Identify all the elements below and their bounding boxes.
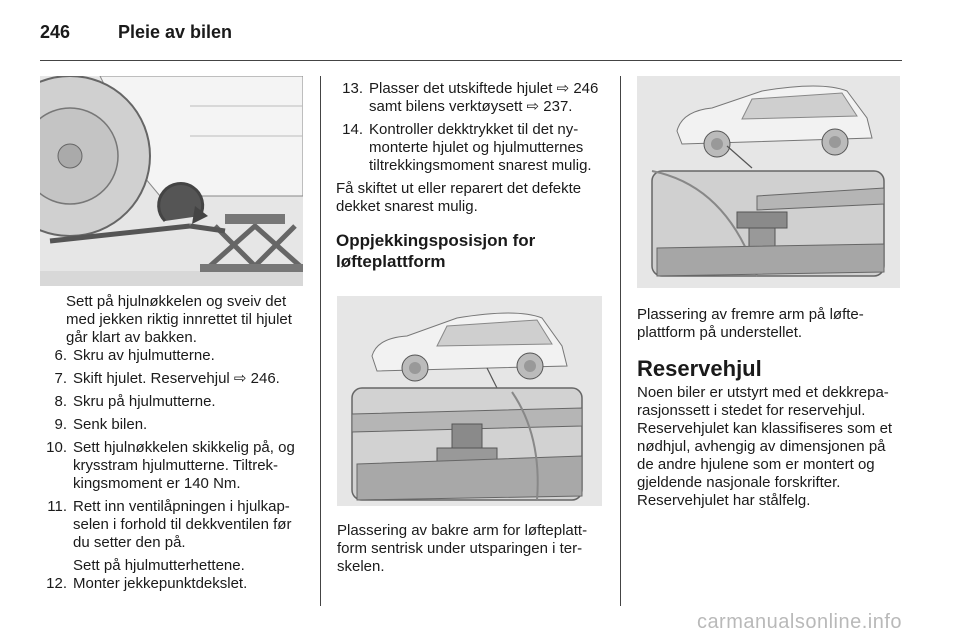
page-header	[40, 22, 232, 46]
spare-wheel-heading: Reservehjul	[637, 356, 762, 381]
list-item	[336, 121, 604, 175]
list-text: Senk bilen.	[73, 416, 148, 433]
list-item	[336, 80, 604, 116]
list-item	[40, 416, 306, 434]
column-divider-1	[320, 76, 321, 606]
column-divider-2	[620, 76, 621, 606]
column-2-caption-block	[337, 522, 605, 576]
page-number: 246	[40, 22, 71, 42]
list-number: 12.	[46, 575, 67, 592]
front-arm-caption: Plassering av fremre arm på løfte-plattform på understellet.	[637, 306, 864, 341]
spare-wheel-paragraph: Reservehjulet har stålfelg.	[637, 492, 811, 509]
lift-platform-heading: Oppjekkingsposisjon for løfteplattform	[336, 231, 536, 271]
list-text: Skift hjulet. Reservehjul ⇨ 246.	[73, 370, 280, 387]
list-text: Skru av hjulmutterne.	[73, 347, 215, 364]
list-number: 13.	[342, 80, 363, 97]
list-number: 10.	[46, 439, 67, 456]
list-number: 14.	[342, 121, 363, 138]
jack-intro-text: Sett på hjulnøkkelen og sveiv det med jekken riktig innrettet til hjulet går klart av bakken.	[66, 293, 292, 346]
list-number: 11.	[47, 498, 67, 515]
list-item	[40, 439, 306, 493]
list-item	[40, 575, 306, 593]
list-number: 8.	[54, 393, 67, 410]
list-item	[40, 393, 306, 411]
list-item	[40, 347, 306, 365]
list-number: 6.	[54, 347, 67, 364]
spare-wheel-paragraph: Noen biler er utstyrt med et dekkrepa-rasjonssett i stedet for reservehjul.	[637, 384, 889, 419]
rear-arm-caption: Plassering av bakre arm for løfteplatt-form sentrisk under utsparingen i ter-skelen.	[337, 522, 588, 575]
watermark: carmanualsonline.info	[696, 611, 902, 633]
rear-lift-arm-illustration	[337, 296, 602, 506]
defect-tire-note: Få skiftet ut eller reparert det defekte dekket snarest mulig.	[336, 180, 582, 215]
front-lift-arm-illustration	[637, 76, 900, 288]
column-1	[40, 293, 306, 598]
step-11-note: Sett på hjulmutterhettene.	[73, 557, 245, 574]
jack-illustration	[40, 76, 303, 286]
page-title: Pleie av bilen	[118, 22, 233, 42]
column-2	[336, 80, 604, 280]
list-text: Kontroller dekktrykket til det ny-monterte hjulet og hjulmutternes tiltrekkingsmoment snarest mulig.	[369, 121, 592, 174]
list-number: 7.	[54, 370, 67, 387]
list-text: Sett hjulnøkkelen skikkelig på, og krysstram hjulmutterne. Tiltrek-kingsmoment er 140 Nm.	[73, 439, 295, 492]
spare-wheel-paragraph: Reservehjulet kan klassifiseres som et nødhjul, avhengig av dimensjonen på de andre hjulene som er montert og gjeldende nasjonale forskrifter.	[637, 420, 893, 491]
list-item	[40, 498, 306, 552]
header-rule	[40, 60, 902, 61]
list-text: Plasser det utskiftede hjulet ⇨ 246 samt bilens verktøysett ⇨ 237.	[369, 80, 599, 115]
list-item	[40, 370, 306, 388]
list-text: Skru på hjulmutterne.	[73, 393, 216, 410]
list-number: 9.	[54, 416, 67, 433]
list-text: Monter jekkepunktdekslet.	[73, 575, 248, 592]
list-text: Rett inn ventilåpningen i hjulkap-selen i forhold til dekkventilen før du setter den på.	[73, 498, 292, 551]
column-3	[637, 306, 902, 510]
